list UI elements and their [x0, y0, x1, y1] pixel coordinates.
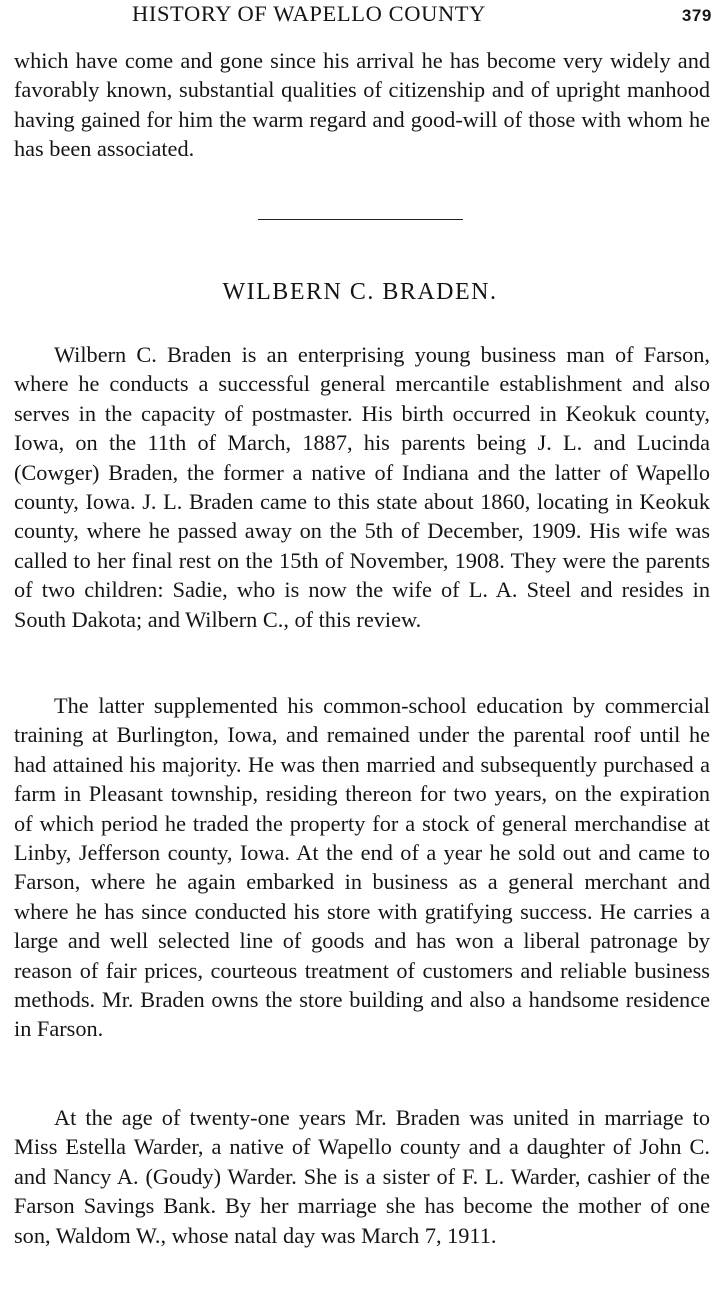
biography-paragraph-1: [14, 340, 710, 634]
running-header: [132, 0, 712, 30]
opening-paragraph: [14, 46, 710, 164]
section-heading: WILBERN C. BRADEN.: [222, 279, 498, 305]
biography-paragraph-2: [14, 691, 710, 1044]
paragraph-text: Wilbern C. Braden is an enterprising young business man of Farson, where he conducts a successful general mercantile establishment and also serves in the capacity of postmaster. His birth occurred in Keokuk county, Iowa, on the 11th of March, 1887, his parents being J. L. and Lucinda (Cowger) Braden, the former a native of Indiana and the latter of Wapello county, Iowa. J. L. Braden came to this state about 1860, locating in Keokuk county, where he passed away on the 5th of December, 1909. His wife was called to her final rest on the 15th of November, 1908. They were the parents of two children: Sadie, who is now the wife of L. A. Steel and resides in South Dakota; and Wilbern C., of this review.: [14, 342, 710, 632]
running-title: HISTORY OF WAPELLO COUNTY: [132, 1, 486, 26]
opening-paragraph-text: which have come and gone since his arrival he has become very widely and favorably known, substantial qualities of citizenship and of upright manhood having gained for him the warm regard and good-will of those with whom he has been associated.: [14, 48, 710, 162]
paragraph-text: At the age of twenty-one years Mr. Braden was united in marriage to Miss Estella Warder, a native of Wapello county and a daughter of John C. and Nancy A. (Goudy) Warder. She is a sister of F. L. Warder, cashier of the Farson Savings Bank. By her marriage she has become the mother of one son, Waldom W., whose natal day was March 7, 1911.: [14, 1105, 710, 1248]
biography-paragraph-3: [14, 1103, 710, 1250]
section-divider: [258, 219, 463, 220]
paragraph-text: The latter supplemented his common-school education by commercial training at Burlington, Iowa, and remained under the parental roof until he had attained his majority. He was then married and subsequently purchased a farm in Pleasant township, residing thereon for two years, on the expiration of which period he traded the property for a stock of general merchandise at Linby, Jefferson county, Iowa. At the end of a year he sold out and came to Farson, where he again embarked in business as a general merchant and where he has since conducted his store with gratifying success. He carries a large and well selected line of goods and has won a liberal patronage by reason of fair prices, courteous treatment of customers and reliable business methods. Mr. Braden owns the store building and also a handsome residence in Farson.: [14, 693, 710, 1042]
page-number: 379: [681, 6, 712, 25]
